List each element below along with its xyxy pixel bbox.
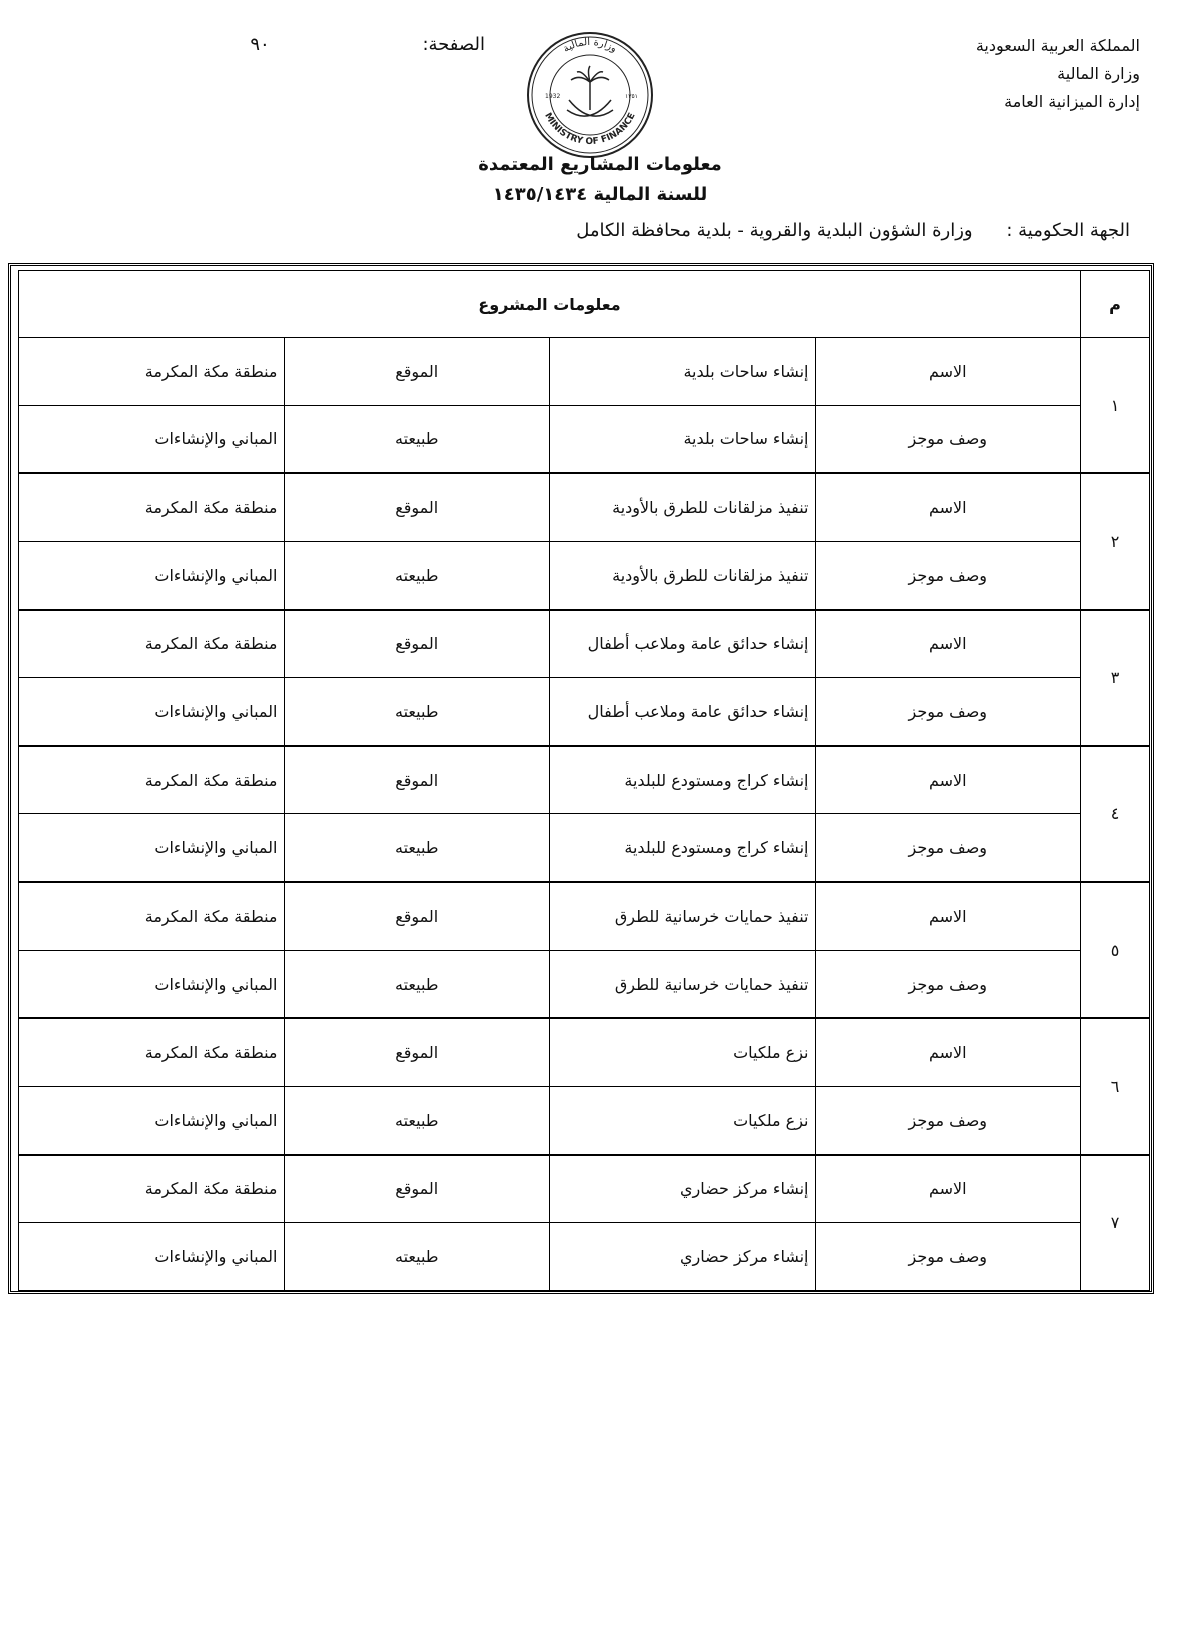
projects-table-frame: [8, 263, 1154, 1294]
col-header-project-info: معلومات المشروع: [19, 271, 1081, 338]
title-line-1: معلومات المشاريع المعتمدة: [478, 154, 722, 175]
nature-label: طبيعته: [284, 678, 550, 746]
project-nature: المباني والإنشاءات: [19, 541, 285, 609]
ministry-of-finance-seal: [525, 30, 655, 160]
government-entity: [230, 220, 1130, 241]
table-row: [19, 541, 1150, 609]
nature-label: طبيعته: [284, 814, 550, 882]
project-name: إنشاء كراج ومستودع للبلدية: [550, 746, 816, 814]
name-label: الاسم: [815, 1018, 1081, 1086]
project-location: منطقة مكة المكرمة: [19, 1155, 285, 1223]
location-label: الموقع: [284, 1018, 550, 1086]
project-name: تنفيذ مزلقانات للطرق بالأودية: [550, 473, 816, 541]
table-row: [19, 610, 1150, 678]
page-label: الصفحة:: [422, 34, 485, 55]
project-nature: المباني والإنشاءات: [19, 814, 285, 882]
project-name: إنشاء حدائق عامة وملاعب أطفال: [550, 610, 816, 678]
project-description: إنشاء ساحات بلدية: [550, 405, 816, 473]
project-description: تنفيذ مزلقانات للطرق بالأودية: [550, 541, 816, 609]
government-entity-label: الجهة الحكومية :: [1006, 220, 1130, 241]
project-location: منطقة مكة المكرمة: [19, 1018, 285, 1086]
table-row: [19, 473, 1150, 541]
row-index: ٧: [1081, 1155, 1150, 1291]
project-nature: المباني والإنشاءات: [19, 950, 285, 1018]
name-label: الاسم: [815, 746, 1081, 814]
row-index: ٤: [1081, 746, 1150, 882]
location-label: الموقع: [284, 1155, 550, 1223]
table-row: [19, 1087, 1150, 1155]
nature-label: طبيعته: [284, 1087, 550, 1155]
kingdom-name: المملكة العربية السعودية: [975, 36, 1140, 55]
location-label: الموقع: [284, 746, 550, 814]
row-index: ٦: [1081, 1018, 1150, 1154]
project-description: نزع ملكيات: [550, 1087, 816, 1155]
project-name: نزع ملكيات: [550, 1018, 816, 1086]
name-label: الاسم: [815, 1155, 1081, 1223]
location-label: الموقع: [284, 473, 550, 541]
issuer-block: [840, 32, 1140, 116]
nature-label: طبيعته: [284, 405, 550, 473]
project-nature: المباني والإنشاءات: [19, 405, 285, 473]
project-name: تنفيذ حمايات خرسانية للطرق: [550, 882, 816, 950]
nature-label: طبيعته: [284, 950, 550, 1018]
project-name: إنشاء مركز حضاري: [550, 1155, 816, 1223]
seal-year-left: 1932: [545, 93, 561, 100]
project-nature: المباني والإنشاءات: [19, 678, 285, 746]
description-label: وصف موجز: [815, 814, 1081, 882]
description-label: وصف موجز: [815, 950, 1081, 1018]
page-number: ٩٠: [250, 34, 270, 55]
location-label: الموقع: [284, 338, 550, 406]
name-label: الاسم: [815, 473, 1081, 541]
description-label: وصف موجز: [815, 541, 1081, 609]
table-row: [19, 1223, 1150, 1291]
document-title: [350, 150, 850, 210]
table-row: [19, 1155, 1150, 1223]
project-nature: المباني والإنشاءات: [19, 1223, 285, 1291]
project-description: تنفيذ حمايات خرسانية للطرق: [550, 950, 816, 1018]
description-label: وصف موجز: [815, 405, 1081, 473]
project-description: إنشاء مركز حضاري: [550, 1223, 816, 1291]
row-index: ١: [1081, 338, 1150, 474]
table-row: [19, 338, 1150, 406]
government-entity-value: وزارة الشؤون البلدية والقروية - بلدية محافظة الكامل: [576, 220, 973, 241]
project-location: منطقة مكة المكرمة: [19, 473, 285, 541]
ministry-name: وزارة المالية: [1057, 64, 1140, 83]
description-label: وصف موجز: [815, 1087, 1081, 1155]
department-name: إدارة الميزانية العامة: [1004, 92, 1140, 111]
table-row: [19, 814, 1150, 882]
location-label: الموقع: [284, 610, 550, 678]
title-line-2: للسنة المالية ١٤٣٥/١٤٣٤: [492, 184, 708, 205]
name-label: الاسم: [815, 882, 1081, 950]
name-label: الاسم: [815, 610, 1081, 678]
project-description: إنشاء حدائق عامة وملاعب أطفال: [550, 678, 816, 746]
table-row: [19, 678, 1150, 746]
project-location: منطقة مكة المكرمة: [19, 882, 285, 950]
name-label: الاسم: [815, 338, 1081, 406]
location-label: الموقع: [284, 882, 550, 950]
seal-text: MINISTRY OF FINANCE: [542, 111, 638, 148]
svg-text:وزارة المالية: [561, 37, 618, 55]
project-location: منطقة مكة المكرمة: [19, 746, 285, 814]
row-index: ٣: [1081, 610, 1150, 746]
table-row: [19, 746, 1150, 814]
table-row: [19, 882, 1150, 950]
project-nature: المباني والإنشاءات: [19, 1087, 285, 1155]
seal-arabic-text: وزارة المالية: [561, 36, 619, 55]
description-label: وصف موجز: [815, 1223, 1081, 1291]
project-location: منطقة مكة المكرمة: [19, 338, 285, 406]
col-header-index: م: [1081, 271, 1150, 338]
table-row: [19, 405, 1150, 473]
project-description: إنشاء كراج ومستودع للبلدية: [550, 814, 816, 882]
projects-table: [18, 270, 1150, 1292]
nature-label: طبيعته: [284, 541, 550, 609]
description-label: وصف موجز: [815, 678, 1081, 746]
nature-label: طبيعته: [284, 1223, 550, 1291]
project-name: إنشاء ساحات بلدية: [550, 338, 816, 406]
palm-tree-icon: [571, 66, 609, 110]
row-index: ٥: [1081, 882, 1150, 1018]
row-index: ٢: [1081, 473, 1150, 609]
table-row: [19, 1018, 1150, 1086]
table-row: [19, 950, 1150, 1018]
project-location: منطقة مكة المكرمة: [19, 610, 285, 678]
seal-year-right: ١٣٥١: [625, 93, 638, 100]
